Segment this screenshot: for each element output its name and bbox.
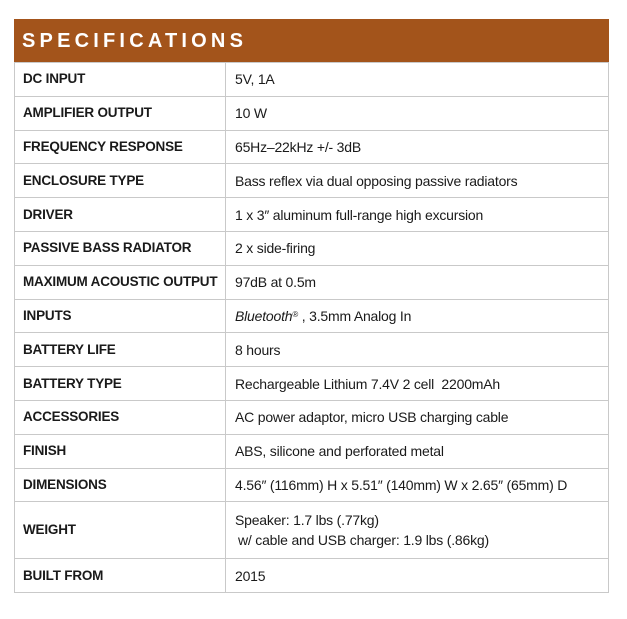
spec-row-battery-type — [15, 367, 609, 401]
spec-label: FREQUENCY RESPONSE — [15, 130, 226, 164]
specifications-table — [14, 62, 609, 593]
specifications-title: SPECIFICATIONS — [22, 29, 248, 52]
spec-value: AC power adaptor, micro USB charging cable — [226, 400, 609, 434]
spec-label: AMPLIFIER OUTPUT — [15, 96, 226, 130]
specifications-header — [14, 19, 609, 62]
spec-label: DIMENSIONS — [15, 468, 226, 502]
registered-mark: ® — [292, 310, 299, 320]
spec-value: 97dB at 0.5m — [226, 265, 609, 299]
spec-value: 5V, 1A — [226, 63, 609, 97]
spec-row-weight — [15, 502, 609, 559]
spec-row-maximum-acoustic-output — [15, 265, 609, 299]
spec-row-finish — [15, 434, 609, 468]
spec-value — [226, 502, 609, 559]
spec-value: 4.56″ (116mm) H x 5.51″ (140mm) W x 2.65″ (65mm) D — [226, 468, 609, 502]
spec-row-built-from — [15, 559, 609, 593]
spec-label: PASSIVE BASS RADIATOR — [15, 231, 226, 265]
spec-value: 8 hours — [226, 333, 609, 367]
spec-label: BATTERY TYPE — [15, 367, 226, 401]
spec-label: WEIGHT — [15, 502, 226, 559]
spec-value: ABS, silicone and perforated metal — [226, 434, 609, 468]
spec-row-inputs — [15, 299, 609, 333]
weight-line-2: w/ cable and USB charger: 1.9 lbs (.86kg) — [238, 532, 489, 549]
spec-row-frequency-response — [15, 130, 609, 164]
spec-row-amplifier-output — [15, 96, 609, 130]
spec-label: DC INPUT — [15, 63, 226, 97]
spec-row-accessories — [15, 400, 609, 434]
spec-label: MAXIMUM ACOUSTIC OUTPUT — [15, 265, 226, 299]
spec-label: BUILT FROM — [15, 559, 226, 593]
spec-row-passive-bass-radiator — [15, 231, 609, 265]
spec-row-driver — [15, 198, 609, 232]
weight-line-1: Speaker: 1.7 lbs (.77kg) — [235, 512, 379, 529]
spec-value: Rechargeable Lithium 7.4V 2 cell 2200mAh — [226, 367, 609, 401]
spec-row-dimensions — [15, 468, 609, 502]
spec-value: 2 x side-firing — [226, 231, 609, 265]
spec-label: ACCESSORIES — [15, 400, 226, 434]
spec-label: DRIVER — [15, 198, 226, 232]
spec-value: Bass reflex via dual opposing passive radiators — [226, 164, 609, 198]
spec-label: FINISH — [15, 434, 226, 468]
spec-row-dc-input — [15, 63, 609, 97]
inputs-rest-text: , 3.5mm Analog In — [298, 308, 412, 325]
spec-label: ENCLOSURE TYPE — [15, 164, 226, 198]
spec-value: 1 x 3″ aluminum full-range high excursion — [226, 198, 609, 232]
spec-value: 65Hz–22kHz +/- 3dB — [226, 130, 609, 164]
spec-value: 2015 — [226, 559, 609, 593]
spec-row-battery-life — [15, 333, 609, 367]
spec-value: 10 W — [226, 96, 609, 130]
spec-label: BATTERY LIFE — [15, 333, 226, 367]
spec-row-enclosure-type — [15, 164, 609, 198]
spec-label: INPUTS — [15, 299, 226, 333]
bluetooth-text: Bluetooth — [235, 308, 293, 325]
specifications-panel — [14, 19, 609, 593]
spec-value — [226, 299, 609, 333]
